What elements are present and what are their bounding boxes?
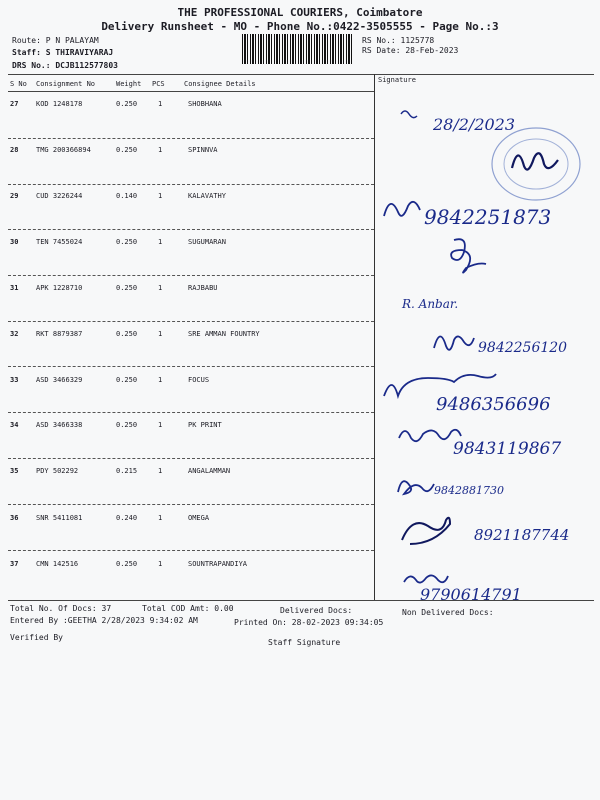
row-consignment: SNR 5411081: [36, 514, 83, 522]
row-consignment: CUD 3226244: [36, 192, 83, 200]
row-pcs: 1: [158, 421, 163, 429]
runsheet-subtitle: Delivery Runsheet - MO - Phone No.:0422-3505555 - Page No.:3: [101, 20, 499, 33]
row-pcs: 1: [158, 284, 163, 292]
row-sno: 35: [10, 467, 19, 475]
row-pcs: 1: [158, 100, 163, 108]
col-header-pcs: PCS: [152, 80, 165, 88]
row-divider: [8, 229, 374, 230]
drs-number: DRS No.: DCJB112577803: [12, 61, 118, 70]
col-header-consignment: Consignment No: [36, 80, 96, 88]
row-consignee: SPINNVA: [188, 146, 218, 154]
row-consignment: CMN 142516: [36, 560, 79, 568]
row-consignee: OMEGA: [188, 514, 210, 522]
row-pcs: 1: [158, 560, 163, 568]
row-consignee: SRE AMMAN FOUNTRY: [188, 330, 260, 338]
row-sno: 33: [10, 376, 19, 384]
table-header-border: [8, 91, 374, 92]
row-consignee: PK PRINT: [188, 421, 222, 429]
signature-text: 8921187744: [474, 526, 570, 544]
signature-text: 28/2/2023: [433, 115, 516, 134]
row-consignment: ASD 3466338: [36, 421, 83, 429]
row-consignee: KALAVATHY: [188, 192, 226, 200]
total-docs: Total No. Of Docs: 37: [10, 604, 112, 613]
signature-text: 9842881730: [434, 484, 504, 497]
row-weight: 0.250: [116, 560, 138, 568]
table-top-border: [8, 74, 594, 75]
row-sno: 36: [10, 514, 19, 522]
company-title: THE PROFESSIONAL COURIERS, Coimbatore: [177, 6, 423, 19]
signature-row-32: [430, 322, 585, 366]
row-divider: [8, 138, 374, 139]
total-cod-amount: Total COD Amt: 0.00: [142, 604, 234, 613]
col-header-consignee: Consignee Details: [184, 80, 256, 88]
rs-date: RS Date: 28-Feb-2023: [362, 46, 459, 55]
signature-text: 9790614791: [420, 585, 522, 604]
row-weight: 0.250: [116, 238, 138, 246]
staff-signature-label: Staff Signature: [268, 638, 341, 647]
non-delivered-docs: Non Delivered Docs:: [402, 608, 494, 617]
row-consignee: SHOBHANA: [188, 100, 222, 108]
signature-row-27: [395, 100, 535, 144]
row-consignment: TEN 7455024: [36, 238, 83, 246]
row-sno: 32: [10, 330, 19, 338]
verified-by: Verified By: [10, 633, 63, 642]
barcode: [242, 34, 354, 64]
row-sno: 30: [10, 238, 19, 246]
route-label: Route: P N PALAYAM: [12, 36, 99, 45]
row-consignment: APK 1228710: [36, 284, 83, 292]
signature-row-37: [400, 564, 590, 613]
row-divider: [8, 412, 374, 413]
row-consignment: RKT 8879387: [36, 330, 83, 338]
signature-row-33: [380, 366, 590, 420]
row-consignee: ANGALAMMAN: [188, 467, 231, 475]
row-divider: [8, 321, 374, 322]
table-bottom-border: [8, 600, 594, 601]
row-consignee: SOUNTRAPANDIYA: [188, 560, 248, 568]
signature-row-30: [440, 232, 500, 281]
rs-number: RS No.: 1125778: [362, 36, 435, 45]
row-sno: 29: [10, 192, 19, 200]
signature-text: 9486356696: [436, 394, 551, 415]
staff-label: Staff: S THIRAVIYARAJ: [12, 48, 114, 57]
row-pcs: 1: [158, 514, 163, 522]
row-pcs: 1: [158, 146, 163, 154]
row-consignment: TMG 200366894: [36, 146, 91, 154]
row-weight: 0.250: [116, 284, 138, 292]
row-pcs: 1: [158, 330, 163, 338]
row-sno: 31: [10, 284, 19, 292]
signature-column-divider: [374, 74, 375, 600]
col-header-signature: Signature: [378, 76, 416, 84]
row-consignment: KOD 1248178: [36, 100, 83, 108]
signature-text: 9842251873: [424, 205, 552, 229]
row-divider: [8, 550, 374, 551]
row-divider: [8, 184, 374, 185]
signature-row-35: [394, 466, 534, 510]
row-weight: 0.250: [116, 146, 138, 154]
col-header-sno: S No: [10, 80, 27, 88]
row-pcs: 1: [158, 192, 163, 200]
signature-text: 9842256120: [478, 340, 568, 356]
signature-text: 9843119867: [453, 439, 562, 459]
signature-row-34: [395, 418, 600, 467]
row-pcs: 1: [158, 238, 163, 246]
row-consignment: ASD 3466329: [36, 376, 83, 384]
row-consignee: SUGUMARAN: [188, 238, 226, 246]
row-weight: 0.250: [116, 421, 138, 429]
row-weight: 0.250: [116, 100, 138, 108]
row-consignee: RAJBABU: [188, 284, 218, 292]
row-consignee: FOCUS: [188, 376, 210, 384]
row-sno: 27: [10, 100, 19, 108]
signature-row-29: [378, 188, 593, 237]
row-pcs: 1: [158, 467, 163, 475]
printed-on: Printed On: 28-02-2023 09:34:05: [234, 618, 384, 627]
row-pcs: 1: [158, 376, 163, 384]
row-sno: 37: [10, 560, 19, 568]
entered-by: Entered By :GEETHA 2/28/2023 9:34:02 AM: [10, 616, 198, 625]
row-weight: 0.240: [116, 514, 138, 522]
signature-row-36: [398, 512, 593, 561]
row-weight: 0.140: [116, 192, 138, 200]
delivered-docs: Delivered Docs:: [280, 606, 353, 615]
row-weight: 0.250: [116, 376, 138, 384]
company-stamp: [488, 124, 583, 208]
row-divider: [8, 504, 374, 505]
row-weight: 0.215: [116, 467, 138, 475]
row-sno: 34: [10, 421, 19, 429]
row-weight: 0.250: [116, 330, 138, 338]
row-divider: [8, 366, 374, 367]
signature-row-31: [400, 288, 520, 322]
col-header-weight: Weight: [116, 80, 142, 88]
signature-text: R. Anbar.: [402, 297, 459, 311]
row-consignment: PDY 502292: [36, 467, 79, 475]
row-divider: [8, 458, 374, 459]
row-sno: 28: [10, 146, 19, 154]
row-divider: [8, 275, 374, 276]
